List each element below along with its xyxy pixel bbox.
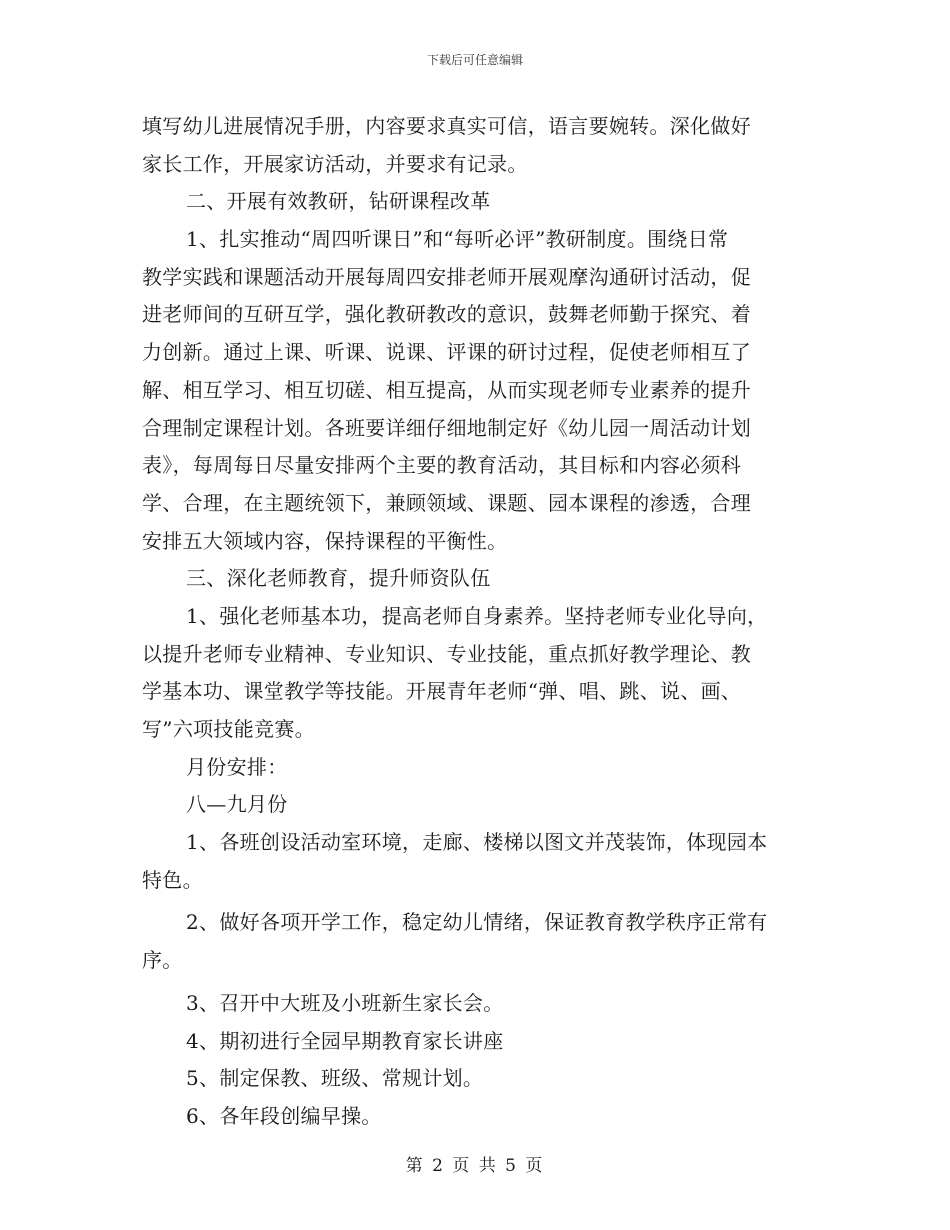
body-line: 教学实践和课题活动开展每周四安排老师开展观摩沟通研讨活动，促 <box>142 264 751 289</box>
body-line: 学、合理，在主题统领下，兼顾领域、课题、园本课程的渗透，合理 <box>142 490 751 515</box>
list-item: 4、期初进行全园早期教育家长讲座 <box>186 1028 504 1053</box>
document-body <box>142 108 808 1136</box>
list-item: 2、做好各项开学工作，稳定幼儿情绪，保证教育教学秩序正常有 <box>186 910 768 935</box>
body-line: 写”六项技能竞赛。 <box>142 717 315 741</box>
body-line: 1、强化老师基本功，提高老师自身素养。坚持老师专业化导向， <box>186 603 768 628</box>
page-number: 第 2 页 共 5 页 <box>405 1156 545 1176</box>
section-heading: 三、深化老师教育，提升师资队伍 <box>186 566 491 591</box>
body-line: 安排五大领域内容，保持课程的平衡性。 <box>142 528 508 553</box>
body-line: 家长工作，开展家访活动，并要求有记录。 <box>142 151 528 176</box>
list-item: 3、召开中大班及小班新生家长会。 <box>186 990 504 1015</box>
section-heading: 二、开展有效教研，钻研课程改革 <box>186 189 491 214</box>
list-item-continuation: 特色。 <box>142 867 203 892</box>
list-item-continuation: 序。 <box>142 948 183 973</box>
list-item: 1、各班创设活动室环境，走廊、楼梯以图文并茂装饰，体现园本 <box>186 830 768 855</box>
body-line: 解、相互学习、相互切磋、相互提高，从而实现老师专业素养的提升 <box>142 377 751 402</box>
body-line: 力创新。通过上课、听课、说课、评课的研讨过程，促使老师相互了 <box>142 340 751 365</box>
list-item: 6、各年段创编早操。 <box>186 1103 382 1128</box>
body-line: 以提升老师专业精神、专业知识、专业技能，重点抓好教学理论、教 <box>142 641 751 666</box>
subheading: 八—九月份 <box>186 792 288 817</box>
body-line: 合理制定课程计划。各班要详细仔细地制定好《幼儿园一周活动计划 <box>142 415 751 440</box>
body-line: 填写幼儿进展情况手册，内容要求真实可信，语言要婉转。深化做好 <box>142 114 751 138</box>
list-item: 5、制定保教、班级、常规计划。 <box>186 1066 484 1091</box>
body-line: 表》，每周每日尽量安排两个主要的教育活动，其目标和内容必须科 <box>142 453 741 478</box>
body-line: 进老师间的互研互学，强化教研教改的意识，鼓舞老师勤于探究、着 <box>142 302 751 327</box>
page-header: 下载后可任意编辑 <box>426 53 523 67</box>
subheading: 月份安排： <box>186 754 288 779</box>
body-line: 1、扎实推动“周四听课日”和“每听必评”教研制度。围绕日常 <box>186 227 729 252</box>
body-line: 学基本功、课堂教学等技能。开展青年老师“弹、唱、跳、说、画、 <box>142 679 742 704</box>
